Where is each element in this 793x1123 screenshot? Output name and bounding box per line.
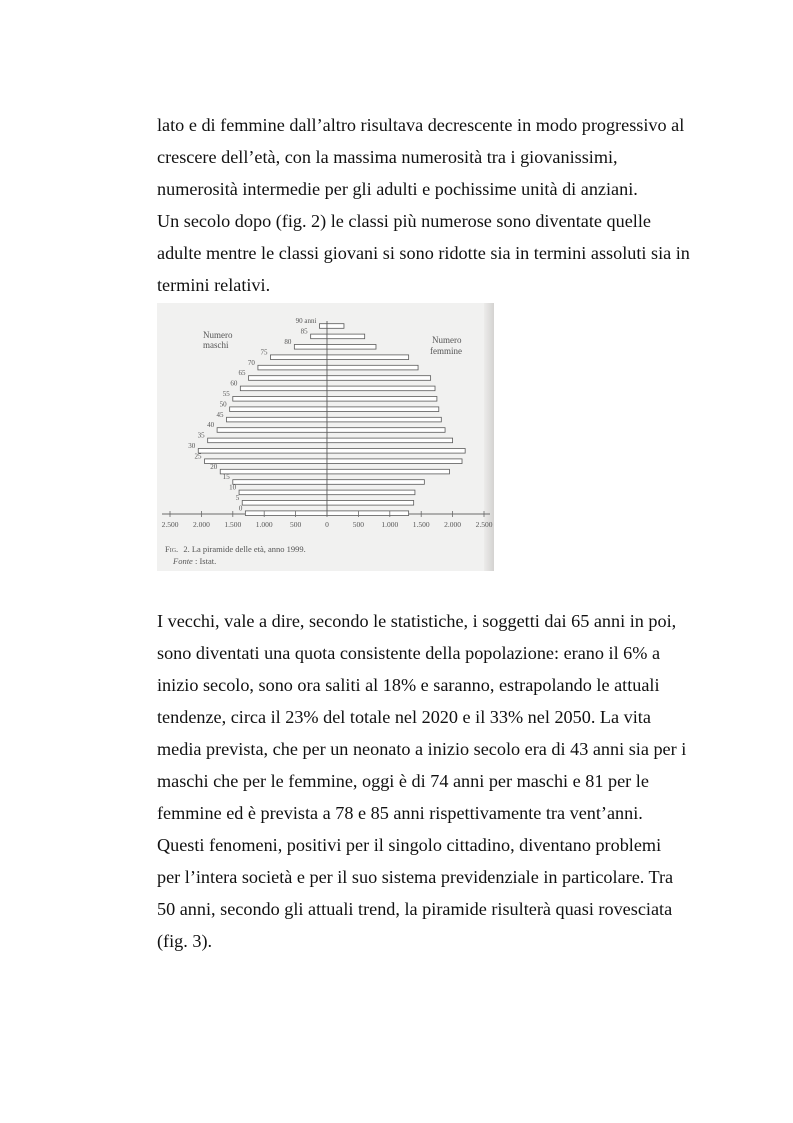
bar-males [258, 365, 327, 370]
text-line: adulte mentre le classi giovani si sono ridotte sia in termini assoluti sia in [157, 243, 690, 263]
text-line: media prevista, che per un neonato a inizio secolo era di 43 anni sia per i [157, 739, 687, 759]
age-label: 75 [260, 348, 268, 357]
bar-females [327, 438, 453, 443]
bar-males [270, 355, 327, 360]
bar-females [327, 334, 365, 339]
bar-females [327, 459, 462, 464]
bar-males [227, 417, 327, 422]
bar-females [327, 355, 409, 360]
bar-females [327, 449, 465, 454]
caption-text: 2. La piramide delle età, anno 1999. [183, 544, 306, 554]
population-pyramid-figure [157, 303, 494, 571]
x-tick-label: 1.500 [412, 520, 430, 529]
x-tick-label: 0 [325, 520, 329, 529]
text-line: numerosità intermedie per gli adulti e pochissime unità di anziani. [157, 179, 638, 199]
population-pyramid-chart [157, 303, 494, 571]
text-line: inizio secolo, sono ora saliti al 18% e saranno, estrapolando le attuali [157, 675, 660, 695]
bar-females [327, 511, 409, 516]
bar-males [242, 501, 327, 506]
label-females-line1: Numero [432, 335, 462, 345]
label-females-line2: femmine [430, 346, 462, 356]
text-line: crescere dell’età, con la massima numerosità tra i giovanissimi, [157, 147, 618, 167]
age-label: 85 [300, 327, 308, 336]
age-label: 0 [238, 504, 243, 513]
age-label: 70 [247, 358, 255, 367]
text-line: I vecchi, vale a dire, secondo le statistiche, i soggetti dai 65 anni in poi, [157, 611, 677, 631]
bar-females [327, 324, 344, 329]
age-label: 25 [194, 452, 202, 461]
bar-females [327, 490, 415, 495]
bar-males [245, 511, 327, 516]
age-label: 50 [219, 400, 227, 409]
age-label: 20 [210, 462, 218, 471]
bar-females [327, 376, 431, 381]
bar-females [327, 480, 424, 485]
age-label: 15 [222, 473, 230, 482]
figure-source [172, 556, 216, 566]
age-label: 55 [222, 390, 230, 398]
bar-males [217, 428, 327, 433]
bar-males [240, 386, 327, 391]
source-label: Fonte [173, 556, 193, 566]
label-males-line1: Numero [203, 330, 233, 340]
x-tick-label: 1.000 [381, 520, 399, 529]
bar-females [327, 417, 441, 422]
bar-females [327, 345, 376, 350]
text-line: femmine ed è prevista a 78 e 85 anni rispettivamente tra vent’anni. [157, 803, 643, 823]
x-tick-label: 2.500 [475, 520, 493, 529]
age-label: 80 [284, 338, 292, 346]
bar-males [198, 449, 327, 454]
age-label: 90 anni [295, 317, 317, 326]
x-tick-label: 2.500 [161, 520, 179, 529]
text-line: sono diventati una quota consistente della popolazione: erano il 6% a [157, 643, 661, 663]
text-line: 50 anni, secondo gli attuali trend, la piramide risulterà quasi rovesciata [157, 899, 673, 919]
x-tick-label: 2.000 [192, 520, 210, 529]
text-line: Un secolo dopo (fig. 2) le classi più numerose sono diventate quelle [157, 211, 651, 231]
text-line: tendenze, circa il 23% del totale nel 2020 e il 33% nel 2050. La vita [157, 707, 651, 727]
label-males-line2: maschi [203, 340, 229, 350]
age-label: 30 [188, 442, 196, 450]
bar-males [239, 490, 327, 495]
bar-females [327, 428, 445, 433]
source-text: : Istat. [194, 556, 217, 566]
bar-females [327, 407, 439, 412]
paragraph-1 [157, 109, 697, 301]
age-label: 45 [216, 410, 224, 419]
age-label: 10 [229, 483, 237, 492]
text-line: (fig. 3). [157, 931, 213, 951]
bar-females [327, 501, 414, 506]
text-line: maschi che per le femmine, oggi è di 74 anni per maschi e 81 per le [157, 771, 649, 791]
bar-males [230, 407, 327, 412]
caption-prefix: Fig. [165, 544, 179, 554]
text-line: termini relativi. [157, 275, 271, 295]
bar-males [294, 345, 327, 350]
paragraph-2 [157, 605, 697, 957]
bar-females [327, 365, 418, 370]
bar-females [327, 469, 449, 474]
bar-males [208, 438, 327, 443]
text-line: Questi fenomeni, positivi per il singolo cittadino, diventano problemi [157, 835, 662, 855]
bar-males [220, 469, 327, 474]
age-label: 60 [230, 379, 238, 388]
x-tick-label: 2.000 [444, 520, 462, 529]
bar-males [233, 480, 327, 485]
x-tick-label: 500 [289, 520, 302, 529]
bar-males [249, 376, 328, 381]
figure-caption [165, 544, 306, 554]
bar-males [233, 397, 327, 402]
x-tick-label: 1.500 [224, 520, 242, 529]
age-label: 40 [207, 421, 215, 430]
age-label: 35 [197, 431, 205, 440]
bar-females [327, 397, 437, 402]
bar-males [205, 459, 327, 464]
age-label: 5 [235, 494, 240, 502]
text-line: per l’intera società e per il suo sistema previdenziale in particolare. Tra [157, 867, 674, 887]
x-tick-label: 500 [352, 520, 365, 529]
x-tick-label: 1.000 [255, 520, 273, 529]
text-line: lato e di femmine dall’altro risultava decrescente in modo progressivo al [157, 115, 685, 135]
bar-females [327, 386, 435, 391]
age-label: 65 [238, 369, 246, 378]
bar-males [319, 324, 327, 329]
bar-males [311, 334, 327, 339]
